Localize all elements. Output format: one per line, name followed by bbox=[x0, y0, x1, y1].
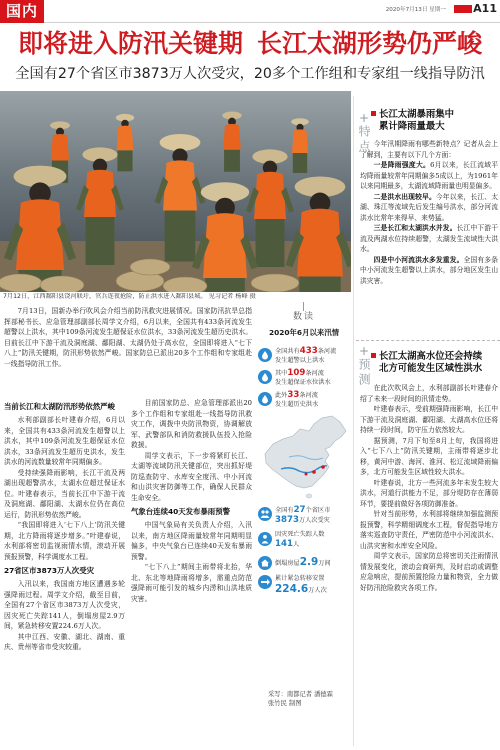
water-drop-icon bbox=[258, 370, 272, 384]
feature-point bbox=[360, 160, 498, 192]
stat-number: 141 bbox=[275, 538, 293, 549]
article-column-1 bbox=[4, 398, 125, 740]
point-lead: 三是长江和太湖洪水并发。 bbox=[373, 224, 457, 232]
header-rule bbox=[44, 22, 500, 23]
paragraph: 水利部副部长叶建春介绍，6月以来，全国共有433条河流发生超警以上洪水，其中109条河流发生超保证水位洪水，33条河流发生超历史洪水，发生洪水的河流数量较常年同期偏多。 bbox=[4, 416, 125, 466]
china-map-icon bbox=[259, 414, 349, 502]
stat-prefix: 全国共有 bbox=[275, 348, 300, 355]
casualties-stat bbox=[258, 531, 352, 553]
paragraph: 针对当前形势，水利部将继续加强监测预报预警，科学精细调度水工程，督促指导地方落实巡查防守责任，严密防范中小河流洪水、山洪灾害和水库安全风险。 bbox=[360, 510, 498, 550]
affected-stat bbox=[258, 506, 352, 528]
point-lead: 二是洪水出现较早。 bbox=[373, 192, 436, 201]
red-square-icon bbox=[371, 111, 376, 116]
stat-number: 433 bbox=[299, 346, 318, 356]
plus-icon: + bbox=[358, 344, 370, 358]
forecast-title-line-1 bbox=[371, 351, 500, 363]
lead-paragraph: 7月13日，国新办举行吹风会介绍当前防汛救灾进展情况。国家防汛抗旱总指挥部秘书长、应急管理部副部长周学文介绍，6月以来，全国共有433条河流发生超警以上洪水，其中109条河流发生超保证水位洪水，33条河流发生超历史洪水。目前长江中下游干流及洞庭湖、鄱阳湖、太湖仍处于高水位，全国即将进入“七下八上”防汛关键期，防汛形势依然严峻。国家防总已派出20多个工作组和专家组赴一线指导防汛工作。 bbox=[4, 307, 252, 368]
stat-unit: 条河流 bbox=[305, 370, 324, 377]
stat-description: 发生超历史洪水 bbox=[275, 400, 319, 408]
river-stat-text bbox=[275, 347, 352, 365]
stat-unit: 个省区市 bbox=[305, 507, 331, 514]
river-stat bbox=[258, 347, 352, 367]
river-stat bbox=[258, 391, 352, 411]
stat-number: 109 bbox=[287, 368, 306, 378]
red-square-icon bbox=[371, 353, 376, 358]
flood-rescue-photo bbox=[0, 91, 351, 292]
headline-part-1: 即将进入防汛关键期 bbox=[17, 29, 243, 58]
section-heading: 当前长江和太湖防汛形势依然严峻 bbox=[4, 402, 115, 411]
forecast-body bbox=[360, 383, 498, 745]
paragraph: “七下八上”期间主雨带将北抬，华北、东北等地降雨将增多，需重点防范强降雨可能引发的城乡内涝和山洪地质灾害。 bbox=[131, 563, 252, 603]
stat-unit: 人 bbox=[292, 540, 300, 548]
feature-point bbox=[360, 192, 498, 224]
feature-point bbox=[360, 223, 498, 255]
paragraph: 入汛以来，我国南方地区遭遇多轮强降雨过程。周学文介绍，截至目前，全国有27个省区市3873万人次受灾，因灾死亡失踪141人，倒塌房屋2.9万间，紧急转移安置224.6万人次。 bbox=[4, 580, 125, 630]
features-title-line-2: 累计降雨量最大 bbox=[379, 121, 445, 132]
river-stat-text bbox=[275, 369, 352, 387]
stat-number: 3873 bbox=[275, 514, 299, 525]
casualties-text bbox=[275, 531, 352, 549]
stat-prefix: 此外 bbox=[275, 392, 288, 399]
section-heading: 27省区市3873万人次受灾 bbox=[4, 566, 94, 575]
feature-point bbox=[360, 255, 498, 287]
article-column-2 bbox=[131, 398, 252, 740]
stat-unit: 万间 bbox=[318, 560, 331, 567]
infographic-panel bbox=[256, 302, 352, 746]
point-lead: 一是降雨强度大。 bbox=[373, 161, 431, 169]
infographic-title: 2020年6月以来汛情 bbox=[268, 328, 340, 337]
paragraph: “我国即将进入‘七下八上’防汛关键期，北方降雨将逐步增多。”叶建春说，水利部将密切监视雨情水情，滚动开展预报预警，科学调度水工程。 bbox=[4, 521, 125, 561]
infographic-credit bbox=[268, 690, 352, 708]
features-title-line-1 bbox=[371, 109, 500, 121]
paragraph: 受持续强降雨影响，长江干流及两湖出现超警洪水，太湖水位超过保证水位。叶建春表示，当前长江中下游干流及洞庭湖、鄱阳湖、太湖水位仍在高位运行，防汛形势依然严峻。 bbox=[4, 468, 125, 519]
people-icon bbox=[258, 507, 272, 521]
houses-stat bbox=[258, 555, 352, 571]
masthead-tag bbox=[454, 5, 472, 13]
credit-designer: 张竹民 制图 bbox=[268, 700, 302, 707]
stat-description: 发生超保证水位洪水 bbox=[275, 378, 331, 386]
features-title bbox=[371, 109, 500, 133]
stat-number: 224.6 bbox=[275, 583, 309, 595]
stat-prefix: 累计紧急转移安置 bbox=[275, 575, 325, 582]
paragraph: 叶建春表示，受前期强降雨影响，长江中下游干流及洞庭湖、鄱阳湖、太湖高水位还将持续一段时间，防守压力依然较大。 bbox=[360, 405, 498, 434]
page-number: A11 bbox=[473, 2, 497, 15]
stat-prefix: 倒塌房屋 bbox=[275, 560, 300, 567]
houses-text bbox=[275, 555, 352, 571]
section-tab: 国内 bbox=[0, 0, 44, 23]
plus-icon: + bbox=[358, 111, 370, 125]
dateline: 2020年7月13日 星期一 bbox=[385, 7, 446, 13]
stat-unit: 条河流 bbox=[299, 392, 318, 399]
headline bbox=[0, 28, 500, 60]
section-heading: 气象台连续40天发布暴雨预警 bbox=[131, 507, 230, 516]
headline-part-2: 长江太湖形势仍严峻 bbox=[257, 29, 483, 58]
paragraph: 今年汛期降雨有哪些新特点？记者从会上了解到，主要有以下几个方面： bbox=[360, 140, 498, 159]
relocation-text bbox=[275, 574, 352, 596]
point-text: 全国有多条中小河流发生超警以上洪水，部分地区发生山洪灾害。 bbox=[360, 255, 498, 285]
person-icon bbox=[258, 532, 272, 546]
title-text: 长江太湖暴雨集中 bbox=[379, 109, 455, 120]
subheadline: 全国有27个省区市3873万人次受灾，20多个工作组和专家组一线指导防汛 bbox=[15, 66, 485, 82]
paragraph: 中国气象局有关负责人介绍，入汛以来，南方地区降雨量较常年同期明显偏多，中央气象台已连续40天发布暴雨预警。 bbox=[131, 521, 252, 561]
stat-number: 33 bbox=[287, 390, 300, 400]
stat-unit: 万人次受灾 bbox=[298, 516, 330, 524]
side-label-forecast: 预测 bbox=[357, 358, 371, 388]
article-lead bbox=[4, 306, 252, 395]
point-text: 今年以来，长江、太湖、珠江等流域先后发生编号洪水，部分河流洪水比常年来得早、来势猛。 bbox=[360, 192, 498, 222]
paragraph: 目前国家防总、应急管理部派出20多个工作组和专家组赴一线指导防汛救灾工作，调拨中央防汛物资，协调解放军、武警部队和消防救援队伍投入抢险救援。 bbox=[131, 399, 252, 449]
credit-writer: 采写：南都记者 潘德霖 bbox=[268, 691, 333, 698]
affected-text bbox=[275, 506, 352, 525]
news-photo bbox=[0, 91, 351, 292]
relocation-stat bbox=[258, 574, 352, 598]
paragraph: 周学文表示，国家防总将密切关注雨情汛情发展变化，滚动会商研判，及时启动或调整应急响应，提前预置抢险力量和物资，全力做好防汛抢险救灾各项工作。 bbox=[360, 552, 498, 592]
stat-unit: 万人次 bbox=[308, 587, 327, 594]
infographic-stem bbox=[303, 302, 304, 311]
water-drop-icon bbox=[258, 392, 272, 406]
stat-unit: 条河流 bbox=[317, 348, 337, 355]
photo-caption: 7月12日，江西鄱阳县饶河联圩，官兵连夜抢险，防止洪水进入鄱阳县城。 见习记者 杨峰 摄 bbox=[3, 293, 256, 300]
forecast-title bbox=[371, 351, 500, 375]
point-text: 长江中下游干流及两湖水位持续超警，太湖发生流域性大洪水。 bbox=[360, 224, 498, 253]
stat-number: 27 bbox=[293, 505, 306, 515]
forecast-title-line-2: 北方可能发生区域性洪水 bbox=[379, 363, 483, 374]
infographic-label: 数读 bbox=[292, 312, 315, 322]
stat-prefix: 全国有 bbox=[275, 507, 294, 514]
features-body bbox=[360, 139, 498, 338]
point-text: 6月以来，长江流域平均降雨量较常年同期偏多5成以上，为1961年以来同期最多，太湖流域降雨量也明显偏多。 bbox=[360, 161, 498, 190]
stat-prefix: 因灾死亡失踪人数 bbox=[275, 531, 325, 538]
column-rule bbox=[353, 96, 354, 746]
paragraph: 周学文表示，下一步将紧盯长江、太湖等流域防汛关键部位，突出抓好堤防巡查防守、水库安全度汛、中小河流和山洪灾害防御等工作，确保人民群众生命安全。 bbox=[131, 451, 252, 502]
paragraph: 据预测，7月下旬至8月上旬，我国将进入“七下八上”防汛关键期，主雨带将逐步北移，黄河中游、海河、淮河、松辽流域降雨偏多，北方可能发生区域性较大洪水。 bbox=[360, 436, 498, 476]
stat-description: 发生超警以上洪水 bbox=[275, 356, 325, 364]
river-stat bbox=[258, 369, 352, 389]
paragraph: 叶建春说，北方一些河流多年未发生较大洪水，河道行洪能力不足，部分堤防存在薄弱环节，要提前做好各项防御准备。 bbox=[360, 478, 498, 508]
stat-number: 2.9 bbox=[299, 556, 319, 568]
title-text: 长江太湖高水位还会持续 bbox=[379, 351, 483, 362]
house-icon bbox=[258, 556, 272, 570]
section-divider bbox=[356, 340, 500, 341]
paragraph: 其中江西、安徽、湖北、湖南、重庆、贵州等省市受灾较重。 bbox=[4, 632, 125, 651]
stat-prefix: 其中 bbox=[275, 370, 288, 377]
point-lead: 四是中小河流洪水多发重发。 bbox=[373, 255, 464, 264]
paragraph: 在此次吹风会上，水利部副部长叶建春介绍了未来一段时间的汛情走势。 bbox=[360, 384, 498, 403]
water-drop-icon bbox=[258, 348, 272, 362]
river-stat-text bbox=[275, 391, 352, 409]
transfer-icon bbox=[258, 575, 272, 589]
side-label-features: 特点 bbox=[357, 125, 371, 155]
